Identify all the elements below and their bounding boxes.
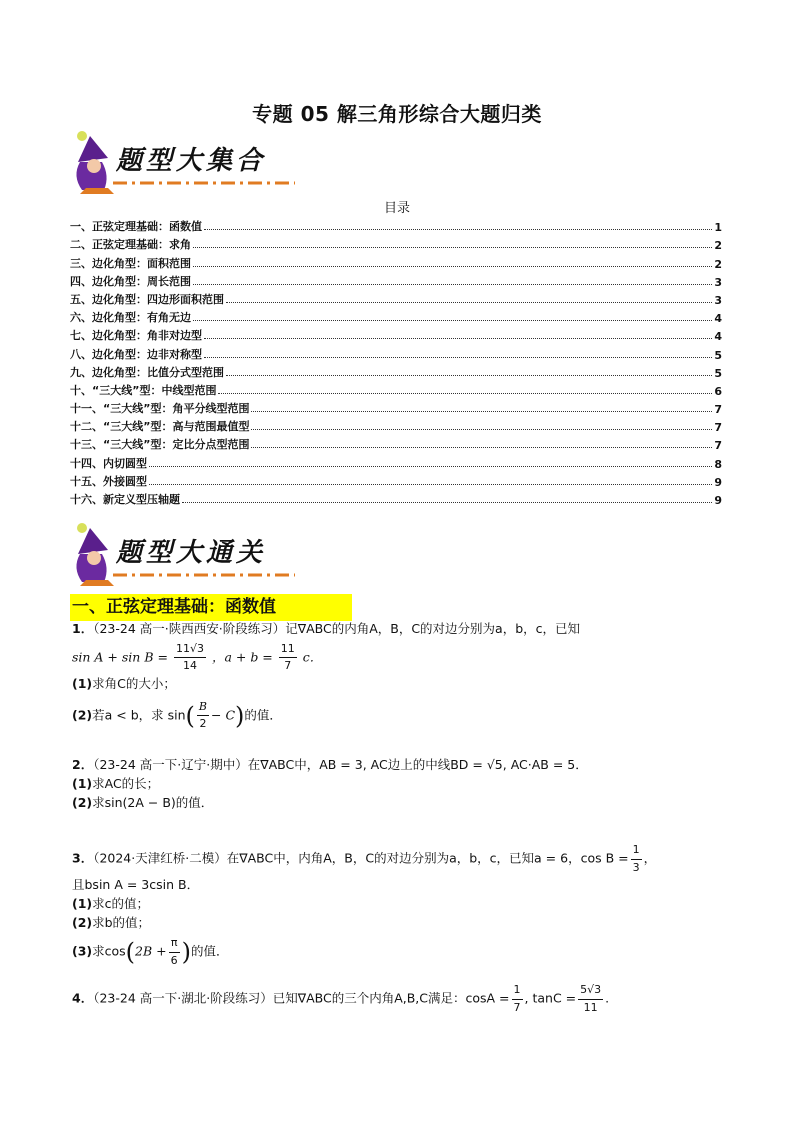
- fraction: $\frac{5√3}{11}$: [580, 983, 602, 1014]
- toc-item[interactable]: [70, 325, 722, 343]
- toc-label: 八、边化角型：边非对称型: [70, 347, 202, 361]
- toc-item[interactable]: [70, 489, 722, 507]
- toc-label: 十二、“三大线”型：高与范围最值型: [70, 420, 250, 434]
- sub-question: (1)求c的值；: [72, 895, 149, 911]
- problem-text: 记∇ABC的内角A，B，C的对边分别为a，b，c，已知: [285, 621, 581, 636]
- toc-item[interactable]: [70, 398, 722, 416]
- toc-label: 十五、外接圆型: [70, 474, 147, 488]
- problem-number: 2．: [72, 757, 94, 772]
- problem-number: 3．: [72, 850, 94, 866]
- toc-title: 目录: [383, 201, 410, 216]
- toc-label: 十一、“三大线”型：角平分线型范围: [70, 402, 250, 416]
- toc-item[interactable]: [70, 380, 722, 398]
- toc-item[interactable]: [70, 216, 722, 234]
- toc-item[interactable]: [70, 343, 722, 361]
- section-heading: 一、正弦定理基础：函数值: [70, 594, 352, 621]
- sub-question: (2)若a < b，求 sin( $\frac{B}{2}$ − C)的值．: [72, 699, 282, 730]
- toc-page: 7: [714, 421, 722, 435]
- toc-page: 5: [714, 348, 722, 362]
- toc-item[interactable]: [70, 452, 722, 470]
- fraction: $\frac{1}{7}$: [513, 983, 521, 1014]
- toc-item[interactable]: [70, 271, 722, 289]
- toc-page: 9: [714, 475, 722, 489]
- toc-item[interactable]: [70, 471, 722, 489]
- fraction: $\frac{11√3}{14}$: [175, 641, 204, 673]
- decorative-dash-line: [113, 180, 295, 186]
- equation: sin A + sin B =: [72, 649, 168, 665]
- problem-text: 且bsin A = 3csin B．: [72, 877, 200, 892]
- banner-question-collection: [68, 128, 298, 198]
- decorative-dash-line: [113, 572, 295, 578]
- toc-item[interactable]: [70, 234, 722, 252]
- problem-source: （23-24 高一下·湖北·阶段练习）: [93, 990, 273, 1006]
- toc-label: 四、边化角型：周长范围: [70, 274, 191, 288]
- fraction: $\frac{1}{3}$: [632, 843, 640, 874]
- toc-page: 3: [714, 275, 722, 289]
- problem-text: 在∇ABC中，内角A，B，C的对边分别为a，b，c，已知a = 6，cos B =: [226, 850, 629, 866]
- sub-question: (1)求AC的长；: [72, 775, 160, 791]
- banner-question-practice: [68, 520, 298, 590]
- toc-item[interactable]: [70, 362, 722, 380]
- page-title: 专题 05 解三角形综合大题归类: [252, 102, 542, 126]
- toc-label: 九、边化角型：比值分式型范围: [70, 365, 224, 379]
- problem-number: 1．: [72, 621, 94, 636]
- sub-question: (1)求角C的大小；: [72, 675, 176, 691]
- toc-page: 2: [714, 257, 722, 271]
- toc-label: 七、边化角型：角非对边型: [70, 329, 202, 343]
- toc-page: 4: [714, 330, 722, 344]
- problem-4: 4．（23-24 高一下·湖北·阶段练习）已知∇ABC的三个内角A,B,C满足：cosA = $\frac{1}{7}$ , tanC = $\frac{5√3}{11}$ .: [72, 982, 732, 1016]
- problem-text: 已知∇ABC的三个内角A,B,C满足：cosA =: [272, 990, 510, 1006]
- toc-label: 二、正弦定理基础：求角: [70, 238, 191, 252]
- sub-question: (2)求b的值；: [72, 914, 151, 930]
- problem-3: 3．（2024·天津红桥·二模）在∇ABC中，内角A，B，C的对边分别为a，b，c，已知a = 6，cos B = $\frac{1}{3}$ ， 且bsin A = 3csin B． (1)求c的值； (2)求b的值； (3)求cos(2B + $\frac{\pi}{6}$ )的值．: [72, 842, 732, 970]
- sub-question: (3)求cos(2B + $\frac{\pi}{6}$ )的值．: [72, 936, 229, 967]
- sub-question: (2)求sin(2A − B)的值．: [72, 794, 214, 810]
- toc-label: 六、边化角型：有角无边: [70, 311, 191, 325]
- toc-page: 7: [714, 439, 722, 453]
- problem-source: （23-24 高一下·辽宁·期中）: [93, 757, 248, 772]
- banner-text: 题型大通关: [116, 538, 267, 568]
- equation: ，a + b =: [211, 649, 273, 665]
- toc-item[interactable]: [70, 252, 722, 270]
- fraction: $\frac{11}{7}$: [280, 641, 295, 673]
- banner-text: 题型大集合: [116, 146, 267, 176]
- toc-label: 三、边化角型：面积范围: [70, 256, 191, 270]
- problem-text: 在∇ABC中，AB = 3, AC边上的中线BD = √5, AC·AB = 5．: [247, 757, 588, 772]
- toc-item[interactable]: [70, 434, 722, 452]
- problem-1: [72, 620, 732, 734]
- toc-page: 6: [714, 384, 722, 398]
- toc-label: 十四、内切圆型: [70, 456, 147, 470]
- toc-label: 十三、“三大线”型：定比分点型范围: [70, 438, 250, 452]
- toc-item[interactable]: [70, 289, 722, 307]
- toc-page: 8: [714, 457, 722, 471]
- equation: c．: [302, 649, 323, 665]
- problem-number: 4．: [72, 990, 94, 1006]
- toc-page: 1: [714, 221, 722, 235]
- toc-page: 9: [714, 494, 722, 507]
- problem-source: （23-24 高一·陕西西安·阶段练习）: [93, 621, 286, 636]
- toc-label: 五、边化角型：四边形面积范围: [70, 292, 224, 306]
- toc-page: 4: [714, 312, 722, 326]
- toc-label: 十六、新定义型压轴题: [70, 493, 180, 506]
- toc-item[interactable]: [70, 307, 722, 325]
- toc-item[interactable]: [70, 416, 722, 434]
- toc-page: 7: [714, 403, 722, 417]
- problem-2: [72, 756, 732, 812]
- toc-page: 3: [714, 293, 722, 307]
- table-of-contents: [70, 216, 722, 507]
- toc-label: 一、正弦定理基础：函数值: [70, 220, 202, 234]
- toc-label: 十、“三大线”型：中线型范围: [70, 383, 217, 397]
- toc-page: 2: [714, 239, 722, 253]
- problem-source: （2024·天津红桥·二模）: [93, 850, 227, 866]
- toc-page: 5: [714, 366, 722, 380]
